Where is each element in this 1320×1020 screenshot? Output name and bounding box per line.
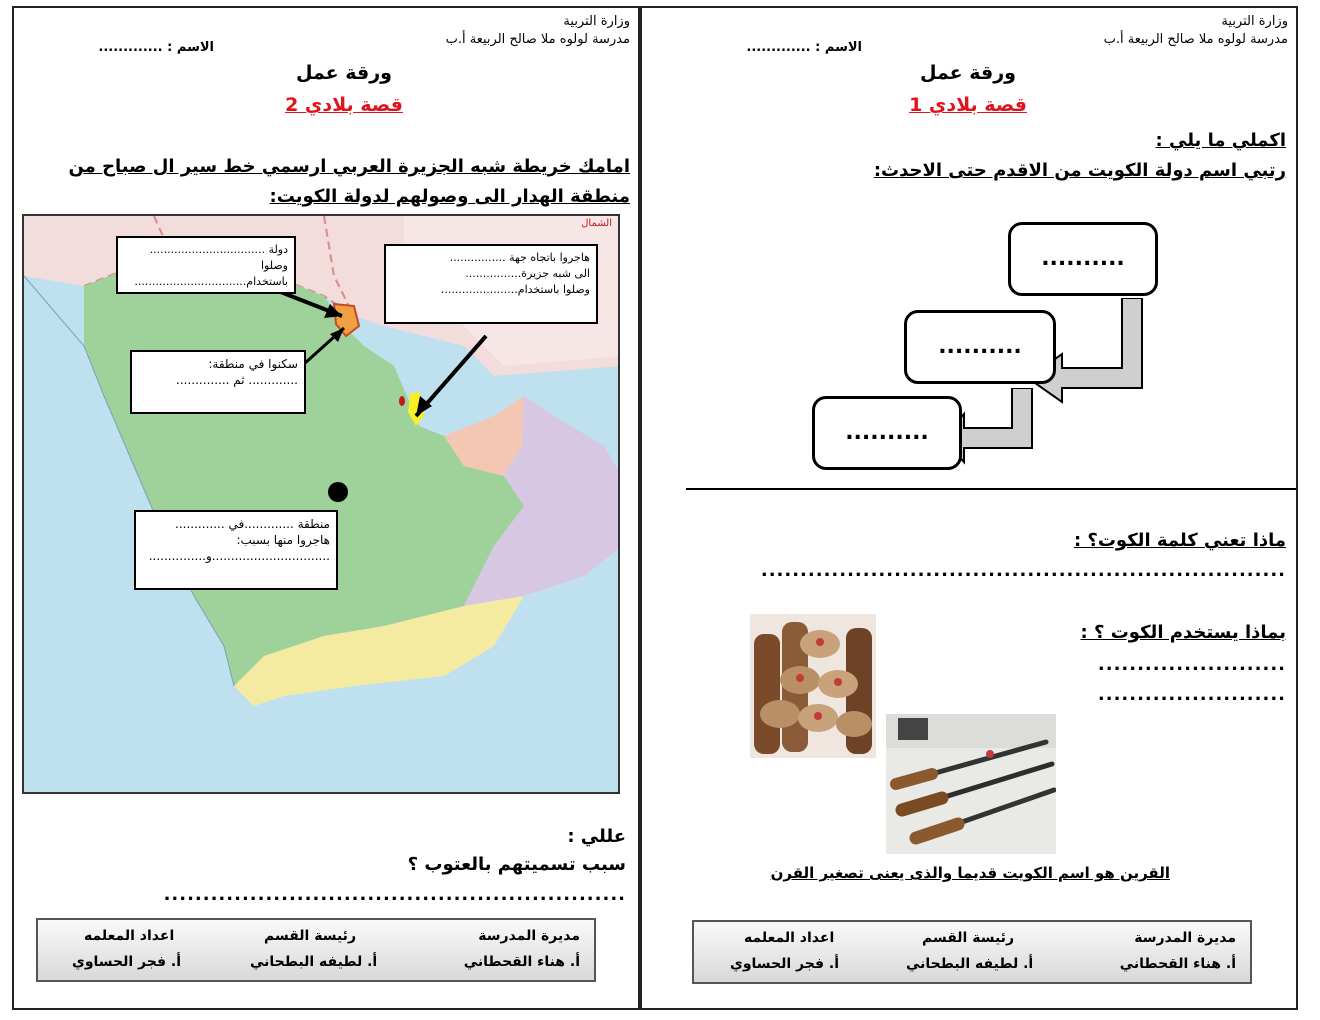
north-label: الشمال	[581, 218, 612, 229]
callout-country-line2[interactable]: وصلوا باستخدام................................	[134, 259, 288, 288]
callout-migration-line3[interactable]: وصلوا باستخدام......................	[440, 283, 590, 296]
callout-region-line2[interactable]: هاجروا منها بسبب:	[236, 533, 330, 547]
department-head-name: أ. لطيفه البطحاني	[906, 956, 1034, 972]
ministry-label: وزارة التربية	[1221, 14, 1288, 29]
chain-box-2[interactable]: ..........	[904, 310, 1056, 384]
student-name-field[interactable]: الاسم : .............	[746, 40, 862, 55]
chain-box-3[interactable]: ..........	[812, 396, 962, 470]
callout-migration-line1[interactable]: هاجروا باتجاه جهة ................	[449, 251, 590, 264]
explain-question: سبب تسميتهم بالعتوب ؟	[407, 854, 626, 875]
callout-country-line1[interactable]: دولة .................................	[149, 243, 288, 256]
signature-footer	[36, 918, 596, 982]
explain-label: عللي :	[567, 826, 626, 847]
fact-statement: القرين هو اسم الكويت قديما والذى يعنى تصغير القرن	[770, 864, 1170, 882]
student-name-field[interactable]: الاسم : .............	[98, 40, 214, 55]
worksheet-title: ورقة عمل	[919, 62, 1016, 84]
worksheet-1	[640, 6, 1298, 1010]
callout-settled-line2[interactable]: ............. ثم ..............	[176, 373, 298, 387]
principal-name: أ. هناء القحطاني	[463, 954, 580, 970]
chain-box-1[interactable]: ..........	[1008, 222, 1158, 296]
meaning-answer-line[interactable]: ...................................................................	[760, 560, 1286, 581]
ministry-label: وزارة التربية	[563, 14, 630, 29]
question-use: بماذا يستخدم الكوت ؟ :	[1080, 622, 1286, 643]
sacks-photo	[750, 614, 876, 758]
use-answer-line-1[interactable]: ........................	[1097, 654, 1286, 675]
order-instruction: رتبي اسم دولة الكويت من الاقدم حتى الاحدث:	[873, 160, 1286, 181]
complete-label: اكملي ما يلي :	[1155, 130, 1286, 151]
department-head-title: رئيسة القسم	[922, 930, 1014, 946]
map-instruction-line2: منطقة الهدار الى وصولهم لدولة الكويت:	[269, 186, 630, 207]
rifles-photo	[886, 714, 1056, 854]
worksheet-2	[12, 6, 640, 1010]
callout-settled-line1[interactable]: سكنوا في منطقة:	[208, 357, 298, 371]
school-label: مدرسة لولوه ملا صالح الربيعة أ.ب	[1103, 32, 1288, 47]
principal-name: أ. هناء القحطاني	[1119, 956, 1236, 972]
question-meaning: ماذا تعني كلمة الكوت؟ :	[1073, 530, 1286, 551]
callout-migration	[384, 244, 598, 324]
worksheet-subtitle: قصة بلادي 2	[285, 94, 403, 116]
teacher-title: اعداد المعلمه	[84, 928, 175, 944]
signature-footer	[692, 920, 1252, 984]
principal-title: مديرة المدرسة	[1134, 930, 1236, 946]
school-label: مدرسة لولوه ملا صالح الربيعة أ.ب	[445, 32, 630, 47]
worksheet-title: ورقة عمل	[295, 62, 392, 84]
use-answer-line-2[interactable]: ........................	[1097, 684, 1286, 705]
department-head-name: أ. لطيفه البطحاني	[250, 954, 378, 970]
callout-country	[116, 236, 296, 294]
map-instruction-line1: امامك خريطة شبه الجزيرة العربي ارسمي خط سير ال صباح من	[68, 156, 630, 177]
arabian-peninsula-map[interactable]	[22, 214, 620, 794]
section-divider	[686, 488, 1296, 490]
explain-answer-line[interactable]: ...........................................................	[163, 884, 626, 905]
callout-region-line3[interactable]: ...............................و...............	[148, 549, 330, 563]
teacher-name: أ. فجر الحساوي	[72, 954, 182, 970]
callout-settled	[130, 350, 306, 414]
worksheet-subtitle: قصة بلادي 1	[909, 94, 1027, 116]
teacher-name: أ. فجر الحساوي	[730, 956, 840, 972]
callout-region-line1[interactable]: منطقة .............في .............	[175, 517, 330, 531]
callout-region	[134, 510, 338, 590]
department-head-title: رئيسة القسم	[264, 928, 356, 944]
callout-migration-line2[interactable]: الى شبه جزيرة................	[465, 267, 590, 280]
teacher-title: اعداد المعلمه	[744, 930, 835, 946]
principal-title: مديرة المدرسة	[478, 928, 580, 944]
